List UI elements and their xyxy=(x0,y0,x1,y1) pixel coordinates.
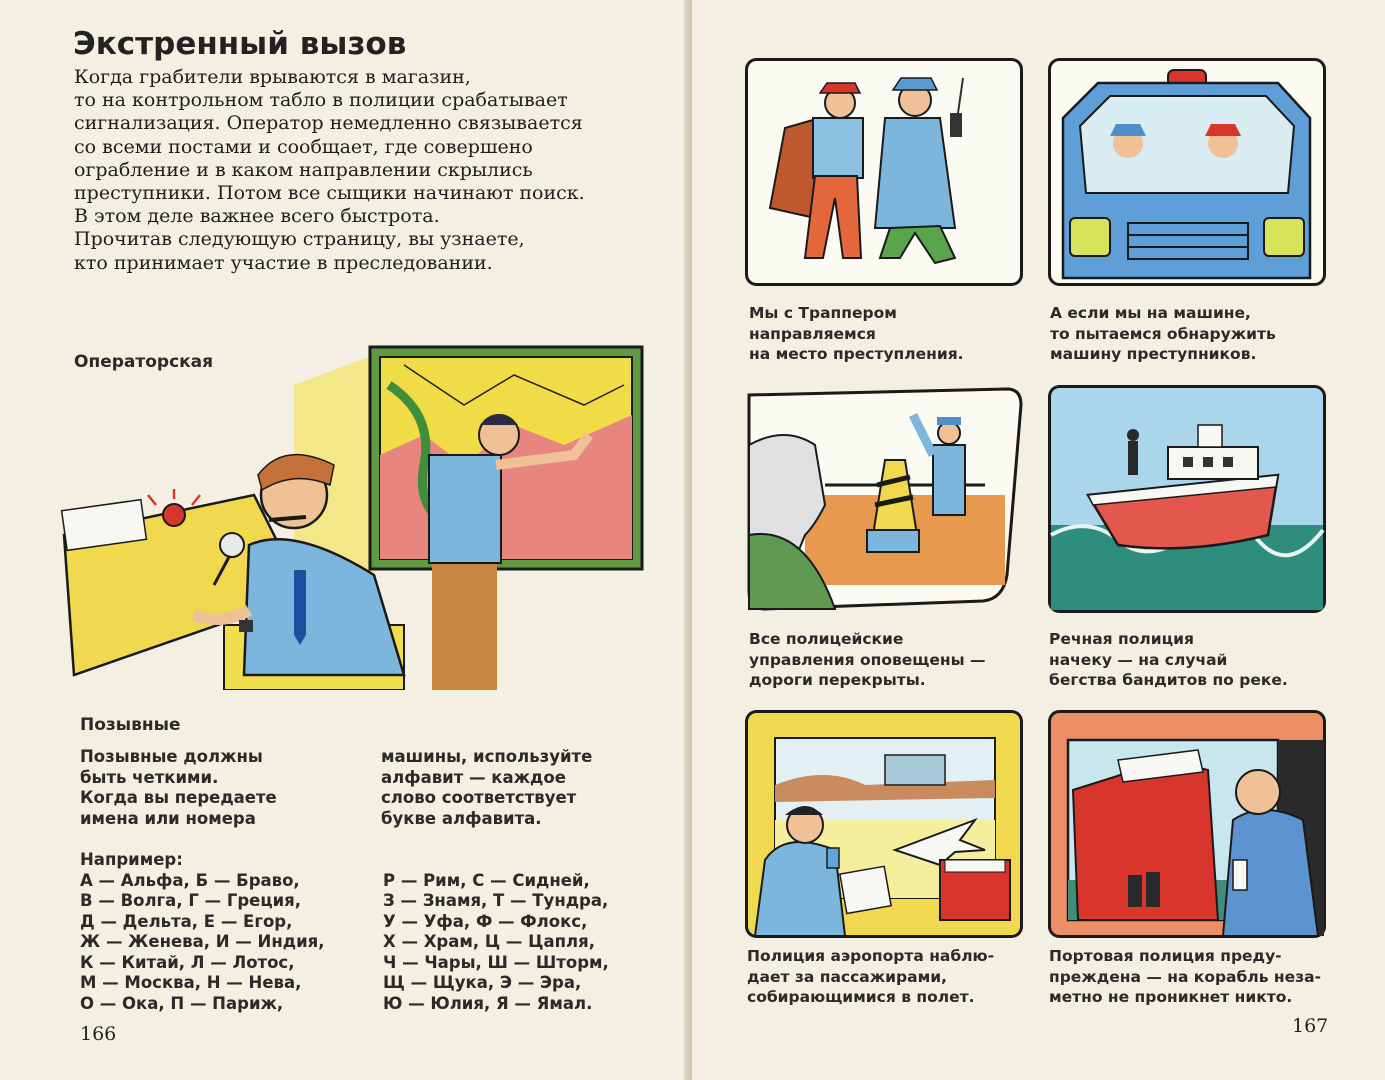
caption-river-police xyxy=(1049,629,1339,691)
left-page xyxy=(0,0,688,1080)
airport-illustration xyxy=(745,710,1023,938)
operator-room-heading: Операторская xyxy=(74,352,214,372)
caption-line: дороги перекрыты. xyxy=(749,671,926,689)
intro-line: сигнализация. Оператор немедленно связывается xyxy=(74,112,583,135)
intro-line: Когда грабители врываются в магазин, xyxy=(74,66,471,88)
caption-line: Речная полиция xyxy=(1049,630,1194,648)
port-illustration xyxy=(1048,710,1326,938)
caption-line: начеку — на случай xyxy=(1049,650,1228,669)
caption-line: машину преступников. xyxy=(1050,345,1257,363)
callsigns-line: быть четкими. xyxy=(80,767,219,787)
callsigns-line: алфавит — каждое xyxy=(381,767,566,787)
panel-river-police xyxy=(1048,385,1326,613)
intro-line: кто принимает участие в преследовании. xyxy=(74,251,493,274)
alphabet-line: О — Ока, П — Париж, xyxy=(80,993,284,1013)
alphabet-line: М — Москва, Н — Нева, xyxy=(80,973,302,992)
caption-line: собирающимися в полет. xyxy=(747,988,975,1006)
callsigns-text-left xyxy=(80,747,277,829)
caption-airport-police xyxy=(747,946,1037,1008)
intro-paragraph xyxy=(74,66,664,275)
roadblock-illustration xyxy=(745,385,1023,613)
panel-airport-police xyxy=(745,710,1023,938)
callsigns-line: Когда вы передаете xyxy=(80,788,277,807)
caption-line: на место преступления. xyxy=(749,345,964,363)
intro-line: то на контрольном табло в полиции срабатывает xyxy=(74,89,568,112)
alphabet-line: Ж — Женева, И — Индия, xyxy=(80,932,325,951)
callsigns-line: Позывные должны xyxy=(80,747,263,766)
alphabet-line: Щ — Щука, Э — Эра, xyxy=(383,973,582,992)
detectives-illustration xyxy=(745,58,1023,286)
caption-police-car xyxy=(1050,303,1340,365)
callsigns-line: машины, используйте xyxy=(381,747,593,766)
alphabet-line: Х — Храм, Ц — Цапля, xyxy=(383,932,595,951)
alphabet-line: Р — Рим, С — Сидней, xyxy=(383,870,590,890)
panel-police-car xyxy=(1048,58,1326,286)
caption-line: бегства бандитов по реке. xyxy=(1049,671,1288,689)
page-title: Экстренный вызов xyxy=(73,26,407,62)
caption-line: А если мы на машине, xyxy=(1050,304,1251,322)
police-car-illustration xyxy=(1048,58,1326,286)
callsigns-line: имена или номера xyxy=(80,808,256,828)
alphabet-left xyxy=(80,850,325,1014)
caption-line: Все полицейские xyxy=(749,630,904,648)
alphabet-line: У — Уфа, Ф — Флокс, xyxy=(383,911,588,931)
alphabet-line: Ю — Юлия, Я — Ямал. xyxy=(383,993,593,1013)
caption-line: дает за пассажирами, xyxy=(747,967,947,986)
example-label: Например: xyxy=(80,850,183,869)
alphabet-line: В — Волга, Г — Греция, xyxy=(80,891,302,910)
river-boat-illustration xyxy=(1048,385,1326,613)
page-number-right: 167 xyxy=(1292,1015,1329,1037)
panel-port-police xyxy=(1048,710,1326,938)
caption-line: Мы с Траппером xyxy=(749,304,897,322)
callsigns-heading: Позывные xyxy=(80,715,181,735)
caption-line: управления оповещены — xyxy=(749,650,986,669)
alphabet-right xyxy=(383,871,609,1015)
callsigns-line: слово соответствует xyxy=(381,788,577,807)
alphabet-line: К — Китай, Л — Лотос, xyxy=(80,952,295,972)
intro-line: В этом деле важнее всего быстрота. xyxy=(74,205,440,228)
caption-line: направляемся xyxy=(749,324,876,343)
panel-detectives-walking xyxy=(745,58,1023,286)
callsigns-line: букве алфавита. xyxy=(381,808,542,828)
operator-room-drawing xyxy=(44,345,644,690)
panel-roadblock xyxy=(745,385,1023,613)
alphabet-line: А — Альфа, Б — Браво, xyxy=(80,870,300,890)
callsigns-text-right xyxy=(381,747,592,829)
page-number-left: 166 xyxy=(80,1023,117,1045)
caption-line: метно не проникнет никто. xyxy=(1049,988,1293,1006)
caption-line: Портовая полиция преду- xyxy=(1049,947,1282,965)
caption-roadblock xyxy=(749,629,1039,691)
alphabet-line: Д — Дельта, Е — Егор, xyxy=(80,911,293,931)
intro-line: преступники. Потом все сыщики начинают поиск. xyxy=(74,182,585,205)
caption-line: то пытаемся обнаружить xyxy=(1050,324,1276,343)
right-page xyxy=(692,0,1385,1080)
caption-detectives xyxy=(749,303,1039,365)
caption-line: Полиция аэропорта наблю- xyxy=(747,947,995,965)
alphabet-line: З — Знамя, Т — Тундра, xyxy=(383,891,609,910)
intro-line: ограбление и в каком направлении скрылись xyxy=(74,158,533,181)
caption-line: преждена — на корабль неза- xyxy=(1049,967,1322,986)
alphabet-line: Ч — Чары, Ш — Шторм, xyxy=(383,952,609,972)
intro-line: со всеми постами и сообщает, где совершено xyxy=(74,135,533,158)
caption-port-police xyxy=(1049,946,1339,1008)
intro-line: Прочитав следующую страницу, вы узнаете, xyxy=(74,228,525,251)
operator-room-illustration xyxy=(44,345,644,690)
